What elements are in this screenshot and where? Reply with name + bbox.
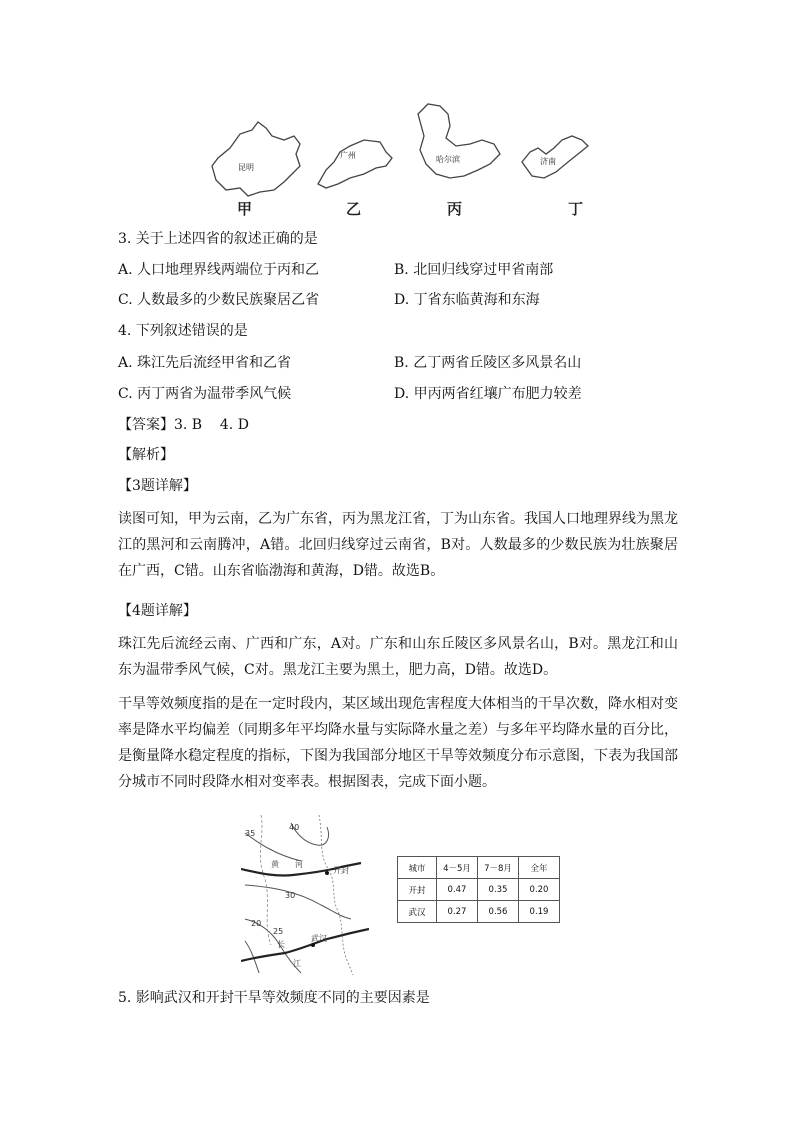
isoline-label-40: 40	[289, 823, 300, 832]
label-bing: 丙	[447, 200, 463, 218]
table-cell: 0.27	[437, 901, 478, 923]
river-label-jiang: 江	[293, 959, 301, 968]
q3-option-a: A. 人口地理界线两端位于丙和乙	[118, 262, 320, 278]
table-cell: 0.47	[437, 879, 478, 901]
isoline-label-35: 35	[245, 829, 256, 838]
table-row	[398, 901, 560, 923]
analysis-heading: 【解析】	[118, 447, 174, 463]
city-kaifeng-label: 开封	[333, 866, 349, 875]
drought-map-svg	[241, 815, 369, 975]
table-cell: 0.56	[478, 901, 519, 923]
answer-line: 【答案】3. B 4. D	[118, 417, 249, 433]
city-harbin-label: 哈尔滨	[436, 155, 460, 164]
boundary-line	[319, 815, 353, 975]
intro-paragraph: 干旱等效频度指的是在一定时段内，某区域出现危害程度大体相当的干旱次数，降水相对变率是降水平均偏差（同期多年平均降水量与实际降水量之差）与多年平均降水量的百分比，是衡量降水稳定程度的指标，下图为我国部分地区干旱等效频度分布示意图，下表为我国部分城市不同时段降水相对变率表。根据图表，完成下面小题。	[118, 696, 678, 790]
city-wuhan-label: 武汉	[311, 934, 327, 943]
isoline-label-25: 25	[273, 927, 284, 936]
q3-detail-heading: 【3题详解】	[118, 478, 197, 494]
precipitation-variability-table	[397, 856, 560, 923]
q4-option-b: B. 乙丁两省丘陵区多风景名山	[394, 355, 582, 371]
river-label-he: 河	[295, 860, 303, 869]
question-3-stem: 3. 关于上述四省的叙述正确的是	[118, 231, 318, 247]
q3-detail-text: 读图可知，甲为云南，乙为广东省，丙为黑龙江省，丁为山东省。我国人口地理界线为黑龙江的黑河和云南腾冲，A错。北回归线穿过云南省，B对。人数最多的少数民族为壮族聚居在广西，C错。山东省临渤海和黄海，D错。故选B。	[118, 511, 678, 579]
table-header-cell: 7－8月	[478, 857, 519, 879]
yangtze-river-line	[241, 929, 369, 961]
label-ding: 丁	[568, 200, 584, 218]
city-jinan-label: 济南	[540, 157, 556, 166]
question-4-stem: 4. 下列叙述错误的是	[118, 323, 248, 339]
city-kunming-label: 昆明	[238, 163, 254, 172]
q3-option-c: C. 人数最多的少数民族聚居乙省	[118, 292, 320, 308]
province-yi-outline	[318, 140, 392, 188]
province-bing-outline	[418, 104, 500, 178]
province-jia-outline	[212, 122, 300, 196]
river-label-huang: 黄	[271, 860, 279, 869]
isoline-label-20: 20	[251, 919, 262, 928]
q4-detail-text: 珠江先后流经云南、广西和广东，A对。广东和山东丘陵区多风景名山，B对。黑龙江和山东为温带季风气候，C对。黑龙江主要为黑土，肥力高，D错。故选D。	[118, 636, 678, 678]
isoline-label-30: 30	[285, 891, 296, 900]
q4-option-d: D. 甲丙两省红壤广布肥力较差	[394, 386, 582, 402]
q3-option-d: D. 丁省东临黄海和东海	[394, 292, 540, 308]
boundary-line-2	[260, 815, 271, 945]
q3-option-b: B. 北回归线穿过甲省南部	[394, 262, 554, 278]
q4-option-a: A. 珠江先后流经甲省和乙省	[118, 355, 292, 371]
table-cell: 0.19	[519, 901, 560, 923]
province-map-figure	[200, 100, 600, 215]
kaifeng-dot	[325, 871, 329, 875]
table-header-cell: 城市	[398, 857, 437, 879]
city-guangzhou-label: 广州	[340, 151, 356, 160]
table-header-cell: 全年	[519, 857, 560, 879]
label-yi: 乙	[346, 200, 362, 218]
table-cell: 0.35	[478, 879, 519, 901]
table-cell: 武汉	[398, 901, 437, 923]
drought-frequency-map	[241, 815, 369, 975]
river-label-chang: 长	[277, 940, 285, 949]
table-cell: 0.20	[519, 879, 560, 901]
q4-detail-heading: 【4题详解】	[118, 603, 197, 619]
question-5-stem: 5. 影响武汉和开封干旱等效频度不同的主要因素是	[118, 990, 430, 1006]
table-cell: 开封	[398, 879, 437, 901]
table-header-cell: 4－5月	[437, 857, 478, 879]
table-row	[398, 879, 560, 901]
label-jia: 甲	[237, 200, 253, 218]
q4-option-c: C. 丙丁两省为温带季风气候	[118, 386, 292, 402]
table-header-row	[398, 857, 560, 879]
